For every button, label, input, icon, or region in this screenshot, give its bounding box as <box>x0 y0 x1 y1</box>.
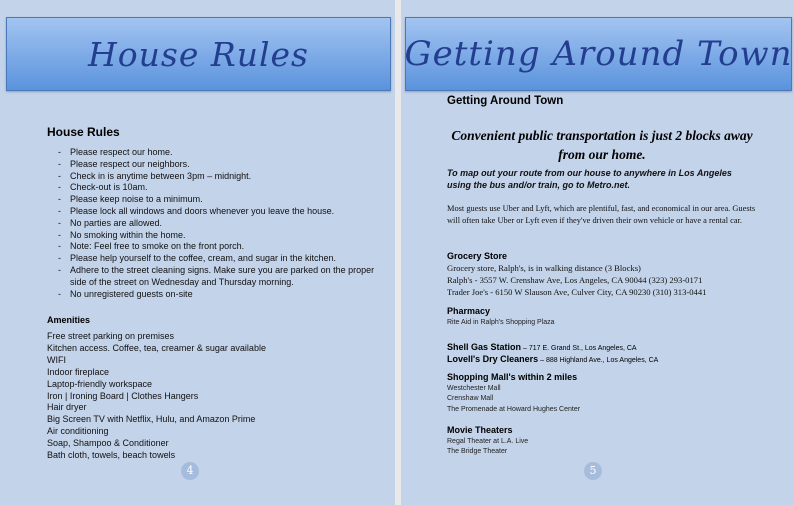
rule-item: - Please help yourself to the coffee, cream, and sugar in the kitchen. <box>58 253 378 265</box>
rule-item: - Please lock all windows and doors whenever you leave the house. <box>58 206 378 218</box>
grocery-line: Grocery store, Ralph's, is in walking distance (3 Blocks) <box>447 263 641 273</box>
rideshare-paragraph: Most guests use Uber and Lyft, which are plentiful, fast, and economical in our area. Guests will often take Uber or Lyft even if they've driven their own vehicle or have a rental car. <box>447 204 756 226</box>
rule-item: - No smoking within the home. <box>58 230 378 242</box>
grocery-line: Ralph's - 3557 W. Crenshaw Ave, Los Angeles, CA 90044 (323) 293-0171 <box>447 274 703 285</box>
transport-tagline: Convenient public transportation is just 2 blocks away from our home. <box>451 128 753 162</box>
amenity-item: Indoor fireplace <box>47 366 110 377</box>
page-number: 4 <box>181 462 199 480</box>
getting-around-heading: Getting Around Town <box>447 95 564 107</box>
amenity-item: Free street parking on premises <box>47 331 175 341</box>
shell-name: Shell Gas Station <box>447 342 522 352</box>
metro-note: To map out your route from our house to anywhere in Los Angeles using the bus and/or train, go to Metro.net. <box>447 168 732 190</box>
mall-item: Crenshaw Mall <box>447 395 494 403</box>
mall-heading: Shopping Mall's within 2 miles <box>447 372 578 382</box>
grocery-line: Trader Joe's - 6150 W Slauson Ave, Culver City, CA 90230 (310) 313-0441 <box>447 286 707 297</box>
shell-address: – 717 E. Grand St., Los Angeles, CA <box>521 345 637 352</box>
rule-item: - Please keep noise to a minimum. <box>58 194 378 206</box>
rule-item: - No parties are allowed. <box>58 218 378 230</box>
house-rules-list <box>58 147 378 300</box>
movies-list <box>447 437 528 458</box>
rule-item: - Check-out is 10am. <box>58 182 378 194</box>
amenity-item: Bath cloth, towels, beach towels <box>47 450 176 461</box>
amenity-item: Soap, Shampoo & Conditioner <box>47 438 169 449</box>
mall-item: The Promenade at Howard Hughes Center <box>447 405 581 413</box>
cleaners-name: Lovell's Dry Cleaners <box>447 354 539 364</box>
getting-around-banner: Getting Around Town <box>405 17 792 91</box>
grocery-heading: Grocery Store <box>447 251 508 261</box>
pharmacy-line: Rite Aid in Ralph's Shopping Plaza <box>447 319 555 326</box>
amenity-item: Laptop-friendly workspace <box>47 378 153 389</box>
rule-item: - Check in is anytime between 3pm – midnight. <box>58 171 378 183</box>
page-number: 5 <box>584 462 602 480</box>
rule-item: - Adhere to the street cleaning signs. Make sure you are parked on the proper side of the street on Wednesday and Thursday morning. <box>58 265 378 289</box>
movie-item: The Bridge Theater <box>447 448 508 456</box>
mall-item: Westchester Mall <box>447 385 501 392</box>
pharmacy-heading: Pharmacy <box>447 306 491 316</box>
amenity-item: WIFI <box>47 354 66 365</box>
amenity-item: Air conditioning <box>47 426 109 437</box>
page-5 <box>401 0 794 505</box>
house-rules-banner: House Rules <box>6 17 391 91</box>
rule-item: - Note: Feel free to smoke on the front porch. <box>58 241 378 253</box>
cleaners-address: – 888 Highland Ave., Los Angeles, CA <box>538 357 659 364</box>
amenities-list <box>47 331 266 462</box>
rule-item: - Please respect our neighbors. <box>58 159 378 171</box>
movie-item: Regal Theater at L.A. Live <box>447 438 529 445</box>
lovells-dry-cleaners <box>447 349 658 367</box>
rule-item: - No unregistered guests on-site <box>58 289 378 301</box>
amenity-item: Big Screen TV with Netflix, Hulu, and Amazon Prime <box>47 414 256 425</box>
page-4 <box>0 0 395 505</box>
amenities-heading: Amenities <box>47 315 91 325</box>
mall-list <box>447 384 580 415</box>
amenity-item: Iron | Ironing Board | Clothes Hangers <box>47 390 199 401</box>
rule-item: - Please respect our home. <box>58 147 378 159</box>
grocery-info <box>447 263 706 298</box>
amenity-item: Kitchen access. Coffee, tea, creamer & sugar available <box>47 342 266 353</box>
house-rules-heading: House Rules <box>47 125 120 139</box>
amenity-item: Hair dryer <box>47 402 87 413</box>
movies-heading: Movie Theaters <box>447 425 513 435</box>
